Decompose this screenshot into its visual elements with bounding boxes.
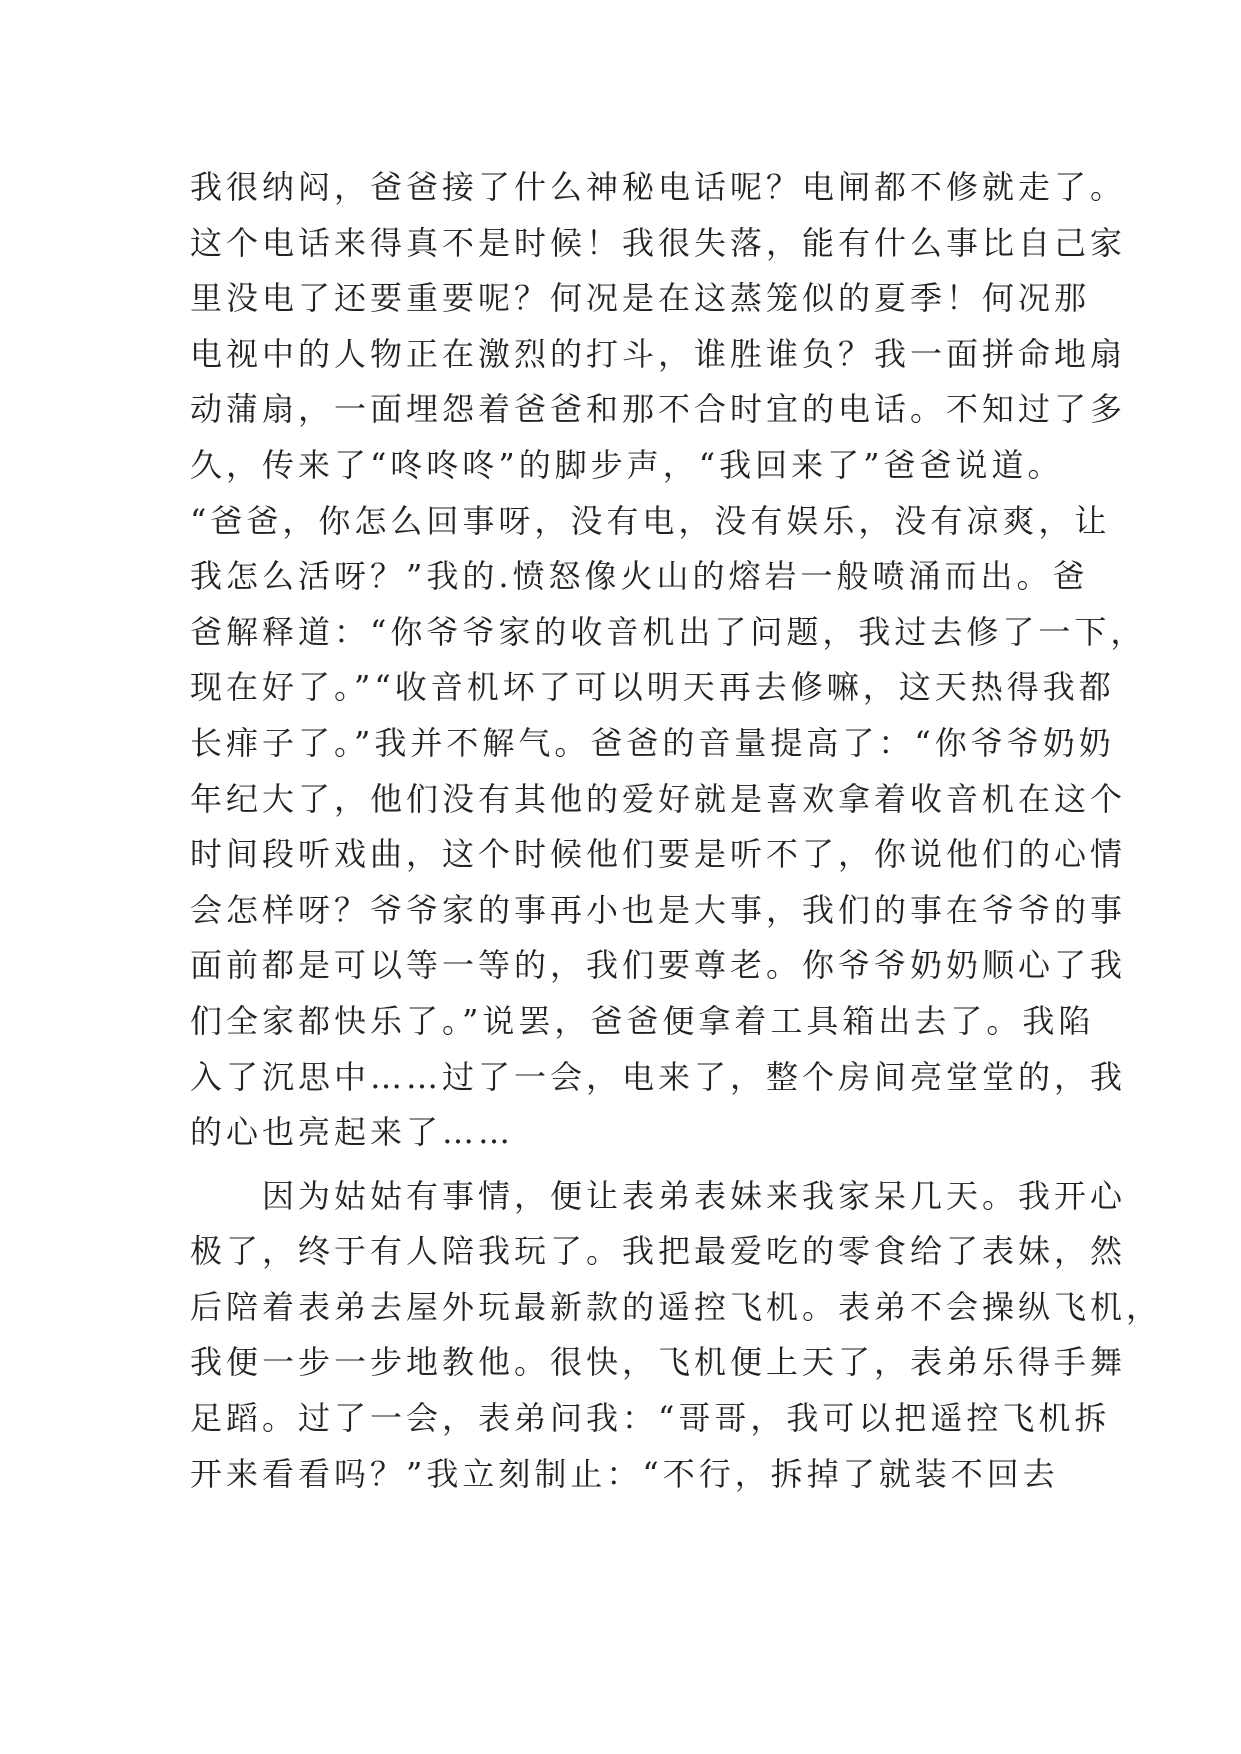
text-line: 爸解释道：“你爷爷家的收音机出了问题，我过去修了一下， bbox=[190, 612, 1147, 651]
text-line: 长痱子了。”我并不解气。爸爸的音量提高了：“你爷爷奶奶 bbox=[190, 723, 1115, 762]
text-line: 年纪大了，他们没有其他的爱好就是喜欢拿着收音机在这个 bbox=[190, 779, 1127, 818]
text-line: 电视中的人物正在激烈的打斗，谁胜谁负？我一面拼命地扇 bbox=[190, 334, 1127, 373]
text-line: 们全家都快乐了。”说罢，爸爸便拿着工具箱出去了。我陷 bbox=[190, 1001, 1095, 1040]
text-line: 面前都是可以等一等的，我们要尊老。你爷爷奶奶顺心了我 bbox=[190, 946, 1127, 985]
text-line: 久，传来了“咚咚咚”的脚步声，“我回来了”爸爸说道。 bbox=[190, 445, 1064, 484]
text-line: 开来看看吗？”我立刻制止：“不行，拆掉了就装不回去 bbox=[190, 1454, 1059, 1493]
text-line: 后陪着表弟去屋外玩最新款的遥控飞机。表弟不会操纵飞机， bbox=[190, 1287, 1163, 1326]
text-line: 里没电了还要重要呢？何况是在这蒸笼似的夏季！何况那 bbox=[190, 279, 1091, 318]
text-line: 足蹈。过了一会，表弟问我：“哥哥，我可以把遥控飞机拆 bbox=[190, 1399, 1111, 1438]
text-line: “爸爸，你怎么回事呀，没有电，没有娱乐，没有凉爽，让 bbox=[190, 501, 1111, 540]
text-line: 这个电话来得真不是时候！我很失落，能有什么事比自己家 bbox=[190, 223, 1127, 262]
text-line: 的心也亮起来了…… bbox=[190, 1113, 515, 1152]
text-line: 我便一步一步地教他。很快，飞机便上天了，表弟乐得手舞 bbox=[190, 1343, 1127, 1382]
paragraph-gap bbox=[190, 1161, 1070, 1169]
text-line: 时间段听戏曲，这个时候他们要是听不了，你说他们的心情 bbox=[190, 835, 1127, 874]
text-line: 现在好了。”“收音机坏了可以明天再去修嘛，这天热得我都 bbox=[190, 668, 1115, 707]
text-line: 我很纳闷，爸爸接了什么神秘电话呢？电闸都不修就走了。 bbox=[190, 168, 1127, 206]
paragraph-2 bbox=[190, 1169, 1163, 1503]
paragraph-1 bbox=[190, 160, 1147, 1161]
text-line: 动蒲扇，一面埋怨着爸爸和那不合时宜的电话。不知过了多 bbox=[190, 390, 1127, 429]
text-line: 会怎样呀？爷爷家的事再小也是大事，我们的事在爷爷的事 bbox=[190, 890, 1127, 929]
text-line: 我怎么活呀？”我的.愤怒像火山的熔岩一般喷涌而出。爸 bbox=[190, 557, 1089, 596]
text-line: 因为姑姑有事情，便让表弟表妹来我家呆几天。我开心 bbox=[262, 1176, 1127, 1215]
text-line: 极了，终于有人陪我玩了。我把最爱吃的零食给了表妹，然 bbox=[190, 1232, 1127, 1271]
text-line: 入了沉思中……过了一会，电来了，整个房间亮堂堂的，我 bbox=[190, 1057, 1127, 1096]
document-body bbox=[190, 160, 1163, 1502]
